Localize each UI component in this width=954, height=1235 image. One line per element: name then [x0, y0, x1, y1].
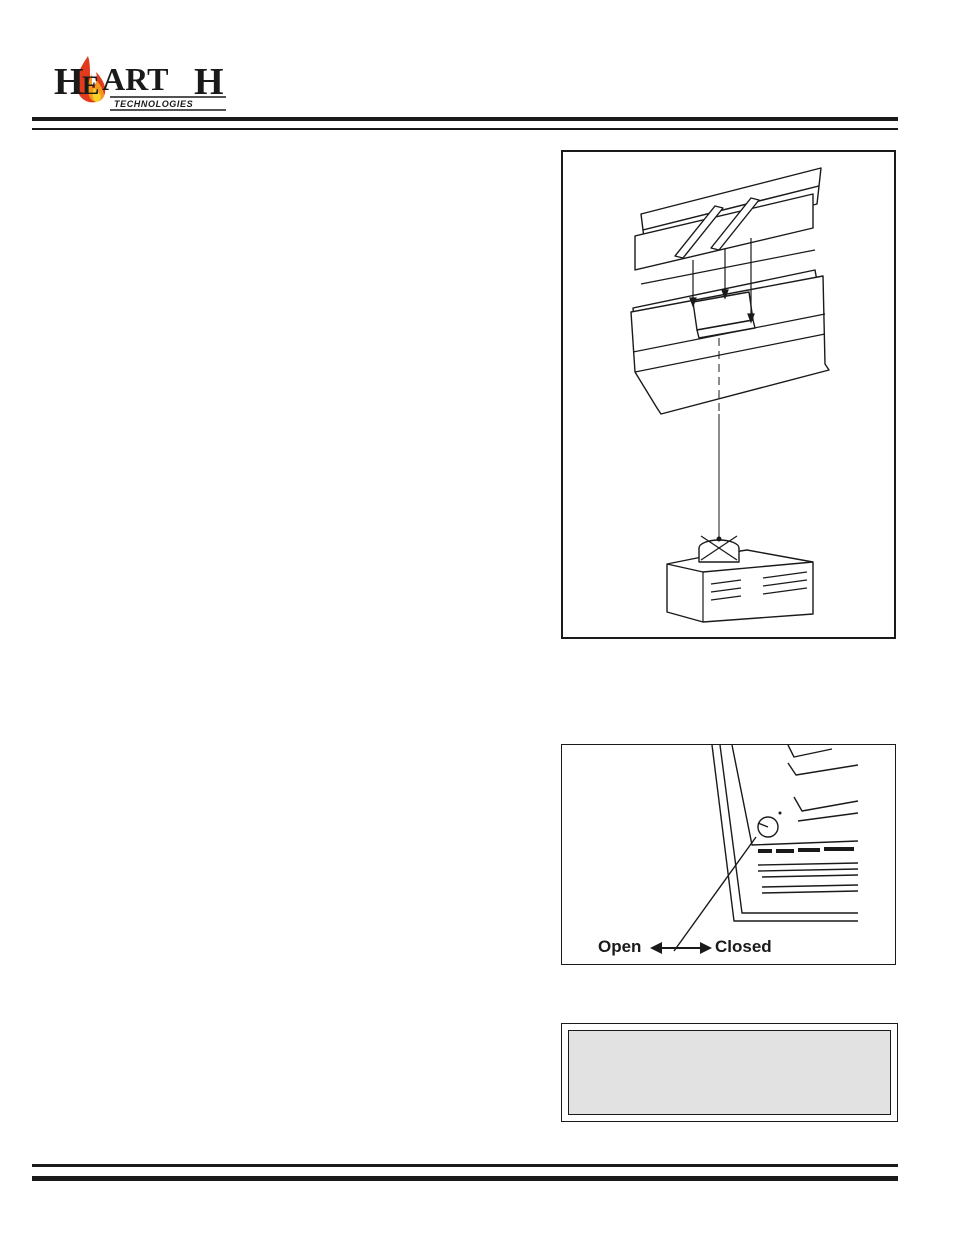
logo-letter-h: H: [54, 61, 84, 103]
hearth-technologies-logo: [52, 52, 232, 112]
header-rule-thin: [32, 128, 898, 130]
double-arrow-icon: [650, 941, 712, 955]
damper-open-label: Open: [598, 937, 642, 956]
logo-letter-h2: H: [194, 61, 224, 103]
logo-graphic: [52, 52, 232, 112]
footer-rule-thick: [32, 1176, 898, 1181]
header-rule-thick: [32, 117, 898, 121]
logo-technologies: TECHNOLOGIES: [114, 99, 194, 109]
damper-labels: [598, 937, 818, 959]
footer-rule-thin: [32, 1164, 898, 1167]
logo-letter-e: E: [82, 71, 100, 100]
note-box-fill: [568, 1030, 891, 1115]
ceiling-alignment-drawing: [563, 152, 894, 637]
note-box: [561, 1023, 898, 1122]
damper-closed-label: Closed: [715, 937, 772, 956]
logo-letters-arth: ART: [102, 61, 169, 97]
figure-damper-control: [561, 744, 896, 965]
figure-ceiling-alignment: [561, 150, 896, 639]
damper-drawing: [562, 745, 894, 963]
